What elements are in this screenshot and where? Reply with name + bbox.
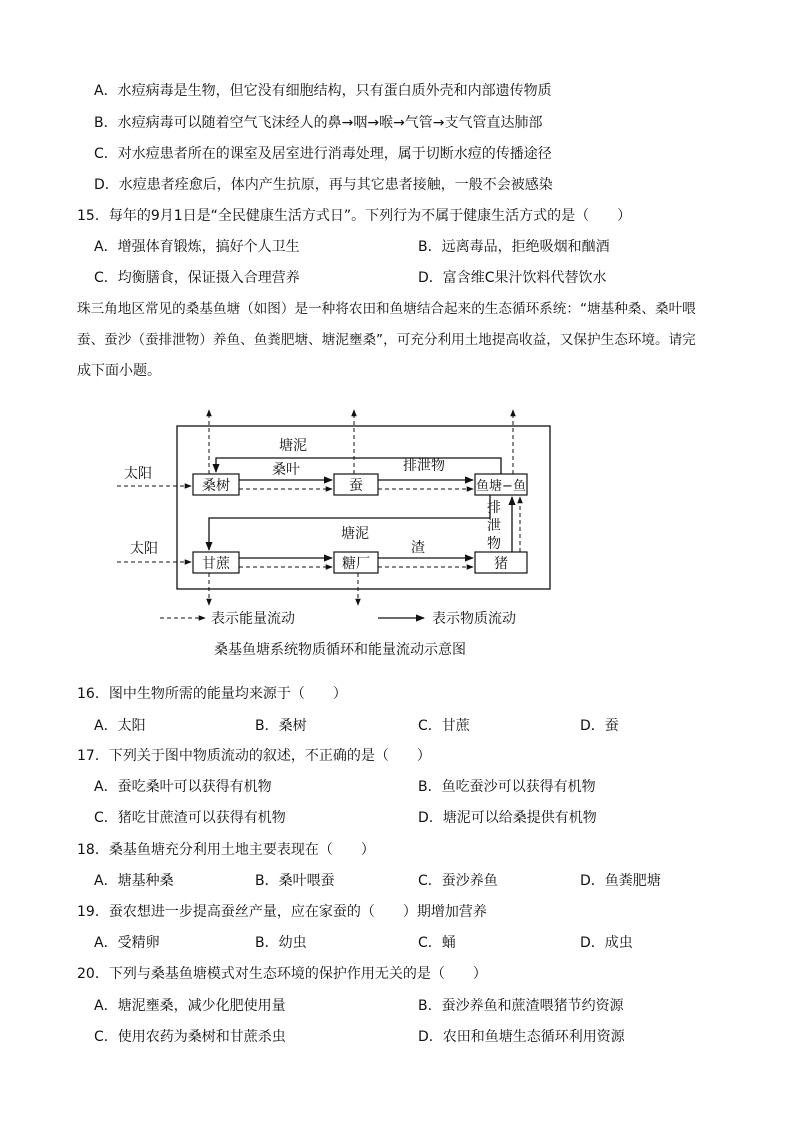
- q16-option-a: A．太阳: [94, 718, 146, 734]
- q16-option-d: D．蚕: [580, 718, 619, 734]
- q17-option-b: B．鱼吃蚕沙可以获得有机物: [418, 779, 596, 795]
- label-excreta: 排泄物: [403, 458, 445, 474]
- q15-option-c: C．均衡膳食，保证摄入合理营养: [94, 270, 300, 286]
- matter-pond-mud-to-mulberry: [216, 458, 501, 474]
- node-pig: 猪: [494, 556, 508, 572]
- q19-option-a: A．受精卵: [94, 935, 160, 951]
- label-pig-excreta-3: 物: [487, 536, 501, 552]
- q14-option-b: B．水痘病毒可以随着空气飞沫经人的鼻→咽→喉→气管→支气管直达肺部: [94, 115, 543, 131]
- q17-option-a: A．蚕吃桑叶可以获得有机物: [94, 779, 272, 795]
- legend-energy-label: 表示能量流动: [211, 611, 295, 627]
- passage-line-1: 珠三角地区常见的桑基鱼塘（如图）是一种将农田和鱼塘结合起来的生态循环系统：“塘基种桑、桑叶喂: [77, 301, 696, 317]
- diagram-caption: 桑基鱼塘系统物质循环和能量流动示意图: [214, 642, 466, 658]
- label-pond-mud-top: 塘泥: [279, 438, 307, 454]
- q20-option-b: B．蚕沙养鱼和蔗渣喂猪节约资源: [418, 998, 624, 1014]
- node-pond: 鱼塘−鱼: [476, 479, 526, 494]
- q20-option-a: A．塘泥壅桑，减少化肥使用量: [94, 998, 286, 1014]
- q20-option-d: D．农田和鱼塘生态循环利用资源: [418, 1029, 625, 1045]
- label-pig-excreta-1: 排: [487, 500, 501, 516]
- node-mulberry: 桑树: [202, 478, 230, 494]
- q18-option-b: B．桑叶喂蚕: [255, 873, 335, 889]
- q14-option-c: C．对水痘患者所在的课室及居室进行消毒处理，属于切断水痘的传播途径: [94, 146, 552, 162]
- passage-line-3: 成下面小题。: [77, 363, 161, 379]
- passage-line-2: 蚕、蚕沙（蚕排泄物）养鱼、鱼粪肥塘、塘泥壅桑”，可充分利用土地提高收益，又保护生态环境。请完: [77, 332, 696, 348]
- q18-option-c: C．蚕沙养鱼: [418, 873, 498, 889]
- node-sugar-factory: 糖厂: [342, 556, 370, 572]
- q18-option-a: A．塘基种桑: [94, 873, 174, 889]
- sun-label-top: 太阳: [124, 466, 152, 482]
- q14-option-a: A．水痘病毒是生物，但它没有细胞结构，只有蛋白质外壳和内部遗传物质: [94, 83, 552, 99]
- q15-option-b: B．远离毒品，拒绝吸烟和酗酒: [418, 239, 610, 255]
- label-mulberry-leaf: 桑叶: [272, 462, 300, 478]
- q17-option-d: D．塘泥可以给桑提供有机物: [418, 810, 597, 826]
- label-residue: 渣: [411, 540, 425, 556]
- q19-option-c: C．蛹: [418, 935, 456, 951]
- q17-stem: 17．下列关于图中物质流动的叙述，不正确的是（ ）: [77, 748, 431, 764]
- q19-option-d: D．成虫: [580, 935, 633, 951]
- sun-label-bottom: 太阳: [130, 541, 158, 557]
- node-silkworm: 蚕: [349, 478, 363, 494]
- node-sugarcane: 甘蔗: [202, 556, 230, 572]
- q18-stem: 18．桑基鱼塘充分利用土地主要表现在（ ）: [77, 842, 375, 858]
- q16-stem: 16．图中生物所需的能量均来源于（ ）: [77, 686, 347, 702]
- q17-option-c: C．猪吃甘蔗渣可以获得有机物: [94, 810, 286, 826]
- q19-stem: 19．蚕农想进一步提高蚕丝产量，应在家蚕的（ ）期增加营养: [77, 904, 487, 920]
- q16-option-c: C．甘蔗: [418, 718, 470, 734]
- q20-option-c: C．使用农药为桑树和甘蔗杀虫: [94, 1029, 286, 1045]
- q14-option-d: D．水痘患者痊愈后，体内产生抗原，再与其它患者接触，一般不会被感染: [94, 177, 553, 193]
- q20-stem: 20．下列与桑基鱼塘模式对生态环境的保护作用无关的是（ ）: [77, 966, 487, 982]
- legend-matter-label: 表示物质流动: [432, 611, 516, 627]
- label-pond-mud-mid: 塘泥: [341, 526, 369, 542]
- ecosystem-diagram: [0, 400, 794, 665]
- q15-option-a: A．增强体育锻炼，搞好个人卫生: [94, 239, 300, 255]
- q15-option-d: D．富含维C果汁饮料代替饮水: [418, 270, 607, 286]
- q18-option-d: D．鱼粪肥塘: [580, 873, 661, 889]
- q19-option-b: B．幼虫: [255, 935, 307, 951]
- label-pig-excreta-2: 泄: [487, 518, 501, 534]
- q16-option-b: B．桑树: [255, 718, 307, 734]
- q15-stem: 15．每年的9月1日是“全民健康生活方式日”。下列行为不属于健康生活方式的是（ ）: [77, 208, 632, 224]
